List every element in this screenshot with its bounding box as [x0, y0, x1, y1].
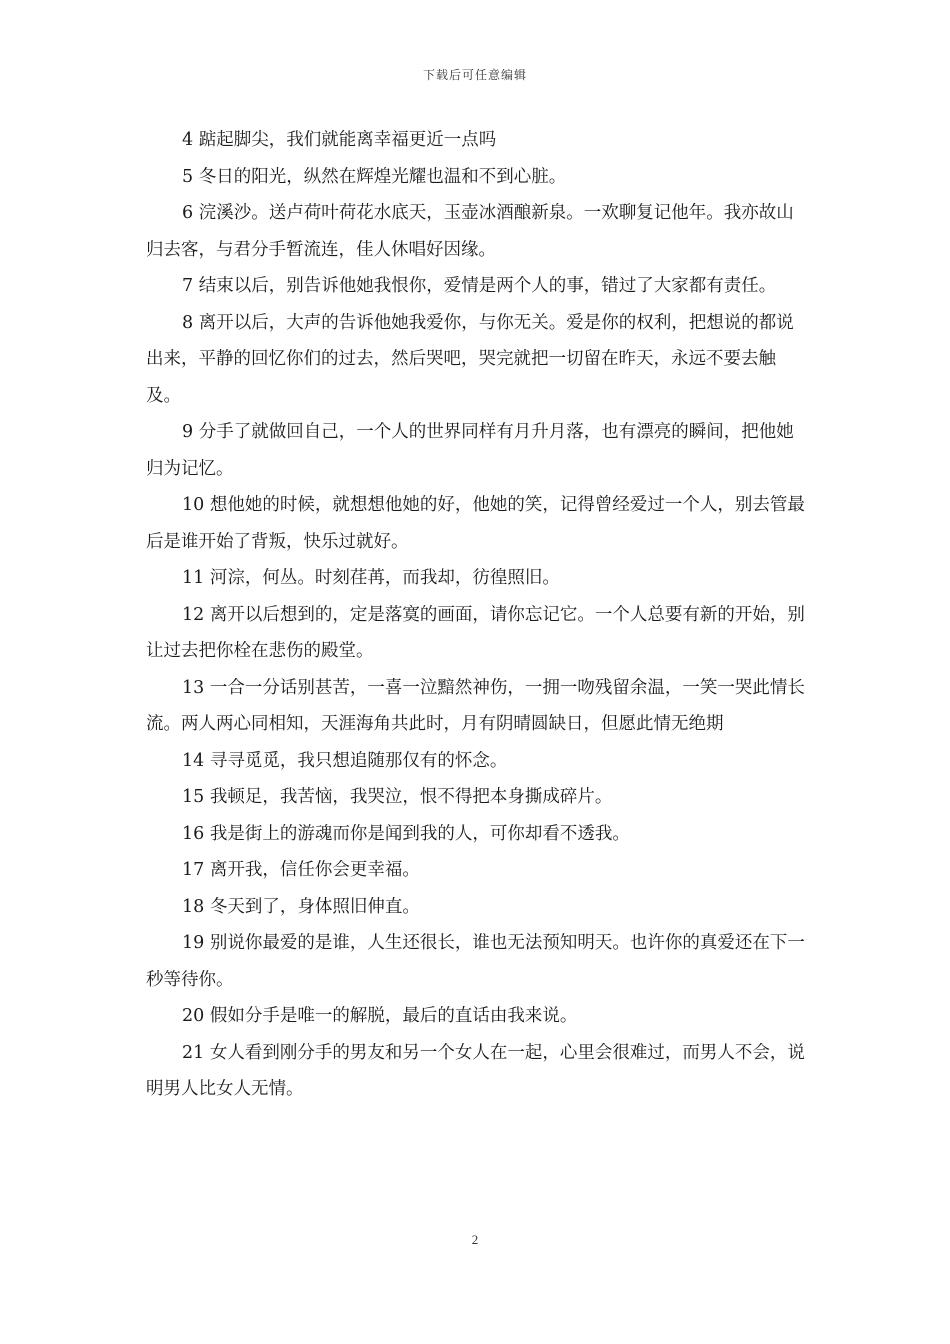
paragraph: 20 假如分手是唯一的解脱，最后的直话由我来说。 [182, 1006, 578, 1026]
paragraph: 13 一合一分话别甚苦，一喜一泣黯然神伤，一拥一吻残留余温，一笑一哭此情长流。两人两心同相知，天涯海角共此时，月有阴晴圆缺日，但愿此情无绝期 [146, 677, 805, 734]
paragraph: 18 冬天到了，身体照旧伸直。 [182, 896, 420, 917]
page-number: 2 [471, 1232, 479, 1247]
paragraph: 12 离开以后想到的，定是落寞的画面，请你忘记它。一个人总要有新的开始，别让过去把你栓在悲伤的殿堂。 [146, 604, 805, 661]
paragraph: 16 我是街上的游魂而你是闻到我的人，可你却看不透我。 [182, 823, 630, 844]
paragraph: 5 冬日的阳光，纵然在辉煌光耀也温和不到心脏。 [182, 166, 567, 187]
document-body [146, 122, 806, 1108]
paragraph: 21 女人看到刚分手的男友和另一个女人在一起，心里会很难过，而男人不会，说明男人比女人无情。 [146, 1042, 805, 1099]
paragraph: 4 踮起脚尖，我们就能离幸福更近一点吗 [182, 130, 497, 150]
paragraph: 10 想他她的时候，就想想他她的好，他她的笑，记得曾经爱过一个人，别去管最后是谁开始了背叛，快乐过就好。 [146, 495, 805, 552]
paragraph: 11 河淙，何丛。时刻荏苒，而我却，彷徨照旧。 [182, 568, 560, 588]
paragraph: 15 我顿足，我苦恼，我哭泣，恨不得把本身撕成碎片。 [182, 787, 613, 807]
page-header: 下载后可任意编辑 [422, 68, 527, 82]
paragraph: 9 分手了就做回自己，一个人的世界同样有月升月落，也有漂亮的瞬间，把他她归为记忆。 [146, 422, 794, 479]
paragraph: 8 离开以后，大声的告诉他她我爱你，与你无关。爱是你的权利，把想说的都说出来，平静的回忆你们的过去，然后哭吧，哭完就把一切留在昨天，永远不要去触及。 [146, 312, 794, 406]
paragraph: 14 寻寻觅觅，我只想追随那仅有的怀念。 [182, 750, 508, 771]
paragraph: 19 别说你最爱的是谁，人生还很长，谁也无法预知明天。也许你的真爱还在下一秒等待你。 [146, 933, 805, 990]
paragraph: 7 结束以后，别告诉他她我恨你，爱情是两个人的事，错过了大家都有责任。 [182, 276, 777, 296]
paragraph: 6 浣溪沙。送卢荷叶荷花水底天，玉壶冰酒酿新泉。一欢聊复记他年。我亦故山归去客，与君分手暂流连，佳人休唱好因缘。 [146, 203, 794, 260]
paragraph: 17 离开我，信任你会更幸福。 [182, 860, 420, 880]
